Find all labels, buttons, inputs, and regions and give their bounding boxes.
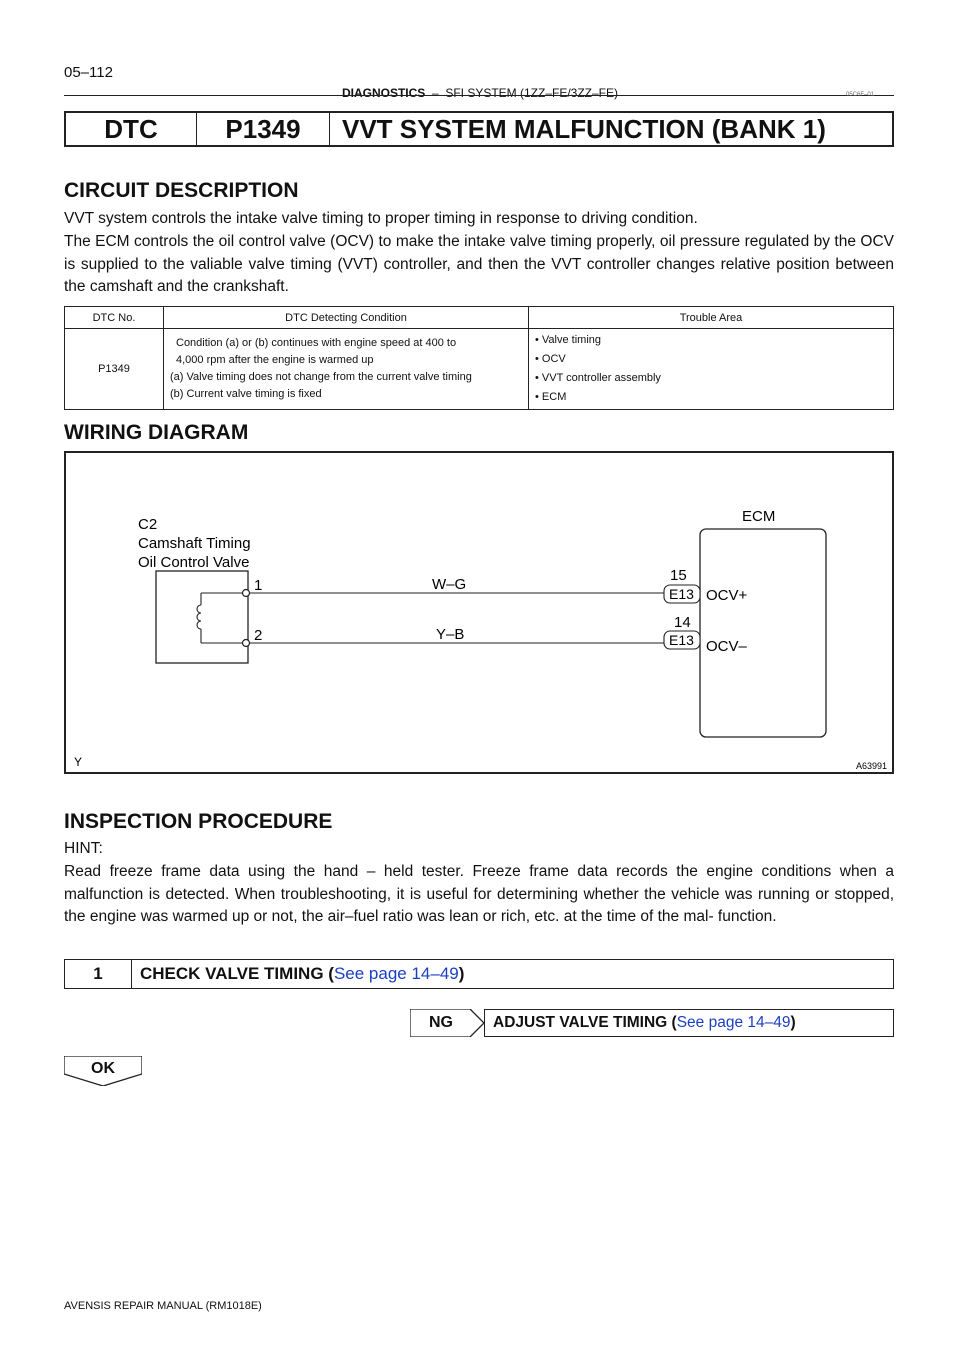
step-1-box [64, 959, 894, 989]
pin-1-terminal [243, 590, 250, 597]
ecm-pin-14-label: 14 [674, 614, 691, 631]
dtc-label: DTC [66, 113, 197, 145]
condition-line: 4,000 rpm after the engine is warmed up [176, 354, 374, 366]
wiring-diagram-heading: WIRING DIAGRAM [64, 421, 249, 444]
condition-line: (a) Valve timing does not change from the current valve timing [170, 371, 472, 383]
component-code: C2 [138, 516, 158, 533]
step-title-text: CHECK VALVE TIMING ( [140, 964, 334, 983]
wire-1-color: W–G [432, 576, 467, 593]
circuit-line-1: VVT system controls the intake valve timing to proper timing in response to driving condition. [64, 210, 698, 227]
section-header: DIAGNOSTICS – SFI SYSTEM (1ZZ–FE/3ZZ–FE) [0, 86, 960, 100]
table-header: DTC No. [65, 307, 164, 329]
inspection-procedure-heading: INSPECTION PROCEDURE [64, 810, 333, 833]
condition-line: (b) Current valve timing is fixed [170, 388, 322, 400]
subsection-title: SFI SYSTEM (1ZZ–FE/3ZZ–FE) [445, 86, 619, 100]
hint-text: Read freeze frame data using the hand – held tester. Freeze frame data records the engine conditions when a malfunction is detected. When troubleshooting, it is useful for determining whether the vehicle was running or stopped, the engine was warmed up or not, the air–fuel ratio was lean or rich, etc. at the time of the mal- function. [64, 863, 894, 925]
ng-page-link[interactable]: See page 14–49 [676, 1014, 791, 1031]
table-header: Trouble Area [529, 307, 894, 329]
circuit-line-2: The ECM controls the oil control valve (OCV) to make the intake valve timing properly, oil pressure regulated by the OCV is supplied to the valiable valve timing (VVT) controller, and then the VVT controller changes relative position between the camshaft and the crankshaft. [64, 233, 894, 295]
table-header: DTC Detecting Condition [164, 307, 529, 329]
trouble-area-item: • VVT controller assembly [535, 372, 661, 384]
page-number: 05–112 [64, 64, 113, 81]
ng-action-close: ) [790, 1014, 796, 1031]
pin-1-label: 1 [254, 577, 263, 594]
ng-action-box [484, 1009, 894, 1037]
ecm-box [700, 529, 826, 737]
wiring-diagram-svg [66, 453, 892, 772]
dtc-number-cell: P1349 [65, 329, 164, 410]
component-name-line-2: Oil Control Valve [138, 554, 250, 571]
ecm-pin-15-label: 15 [670, 567, 687, 584]
step-number: 1 [65, 960, 132, 988]
connector-1-label: E13 [669, 586, 694, 602]
coil-icon [197, 593, 246, 643]
ocv-component-box [156, 571, 248, 663]
dtc-code: P1349 [197, 113, 330, 145]
trouble-area-cell [529, 329, 894, 410]
footer-manual-title: AVENSIS REPAIR MANUAL (RM1018E) [64, 1300, 262, 1312]
wire-2-color: Y–B [436, 626, 465, 643]
trouble-area-item: • ECM [535, 391, 567, 403]
dtc-title: VVT SYSTEM MALFUNCTION (BANK 1) [342, 113, 826, 144]
pin-2-terminal [243, 640, 250, 647]
step-page-link[interactable]: See page 14–49 [333, 964, 459, 983]
header-rule [64, 95, 894, 96]
condition-line: Condition (a) or (b) continues with engine speed at 400 to [176, 337, 457, 349]
reference-code: 05C6F–01 [846, 92, 875, 98]
connector-2-label: E13 [669, 632, 694, 648]
corner-mark: Y [74, 755, 83, 769]
pin-2-label: 2 [254, 627, 263, 644]
ecm-label: ECM [742, 508, 776, 525]
trouble-area-item: • Valve timing [535, 334, 602, 346]
ecm-terminal-ocv-plus: OCV+ [706, 587, 748, 604]
ecm-terminal-ocv-minus: OCV– [706, 638, 747, 655]
condition-cell [164, 329, 529, 410]
trouble-area-item: • OCV [535, 353, 566, 365]
ok-label: OK [91, 1060, 115, 1077]
dtc-table [64, 306, 894, 410]
wiring-diagram [64, 451, 894, 774]
section-title: DIAGNOSTICS [341, 86, 426, 100]
circuit-description-heading: CIRCUIT DESCRIPTION [64, 179, 299, 202]
figure-id: A63991 [856, 761, 888, 771]
step-title [132, 960, 464, 988]
component-name-line-1: Camshaft Timing [138, 535, 251, 552]
dtc-title-box [64, 111, 894, 147]
step-title-close: ) [458, 964, 465, 983]
ng-label: NG [429, 1014, 453, 1031]
hint-label: HINT: [64, 840, 103, 857]
ng-action-text: ADJUST VALVE TIMING ( [493, 1014, 677, 1031]
